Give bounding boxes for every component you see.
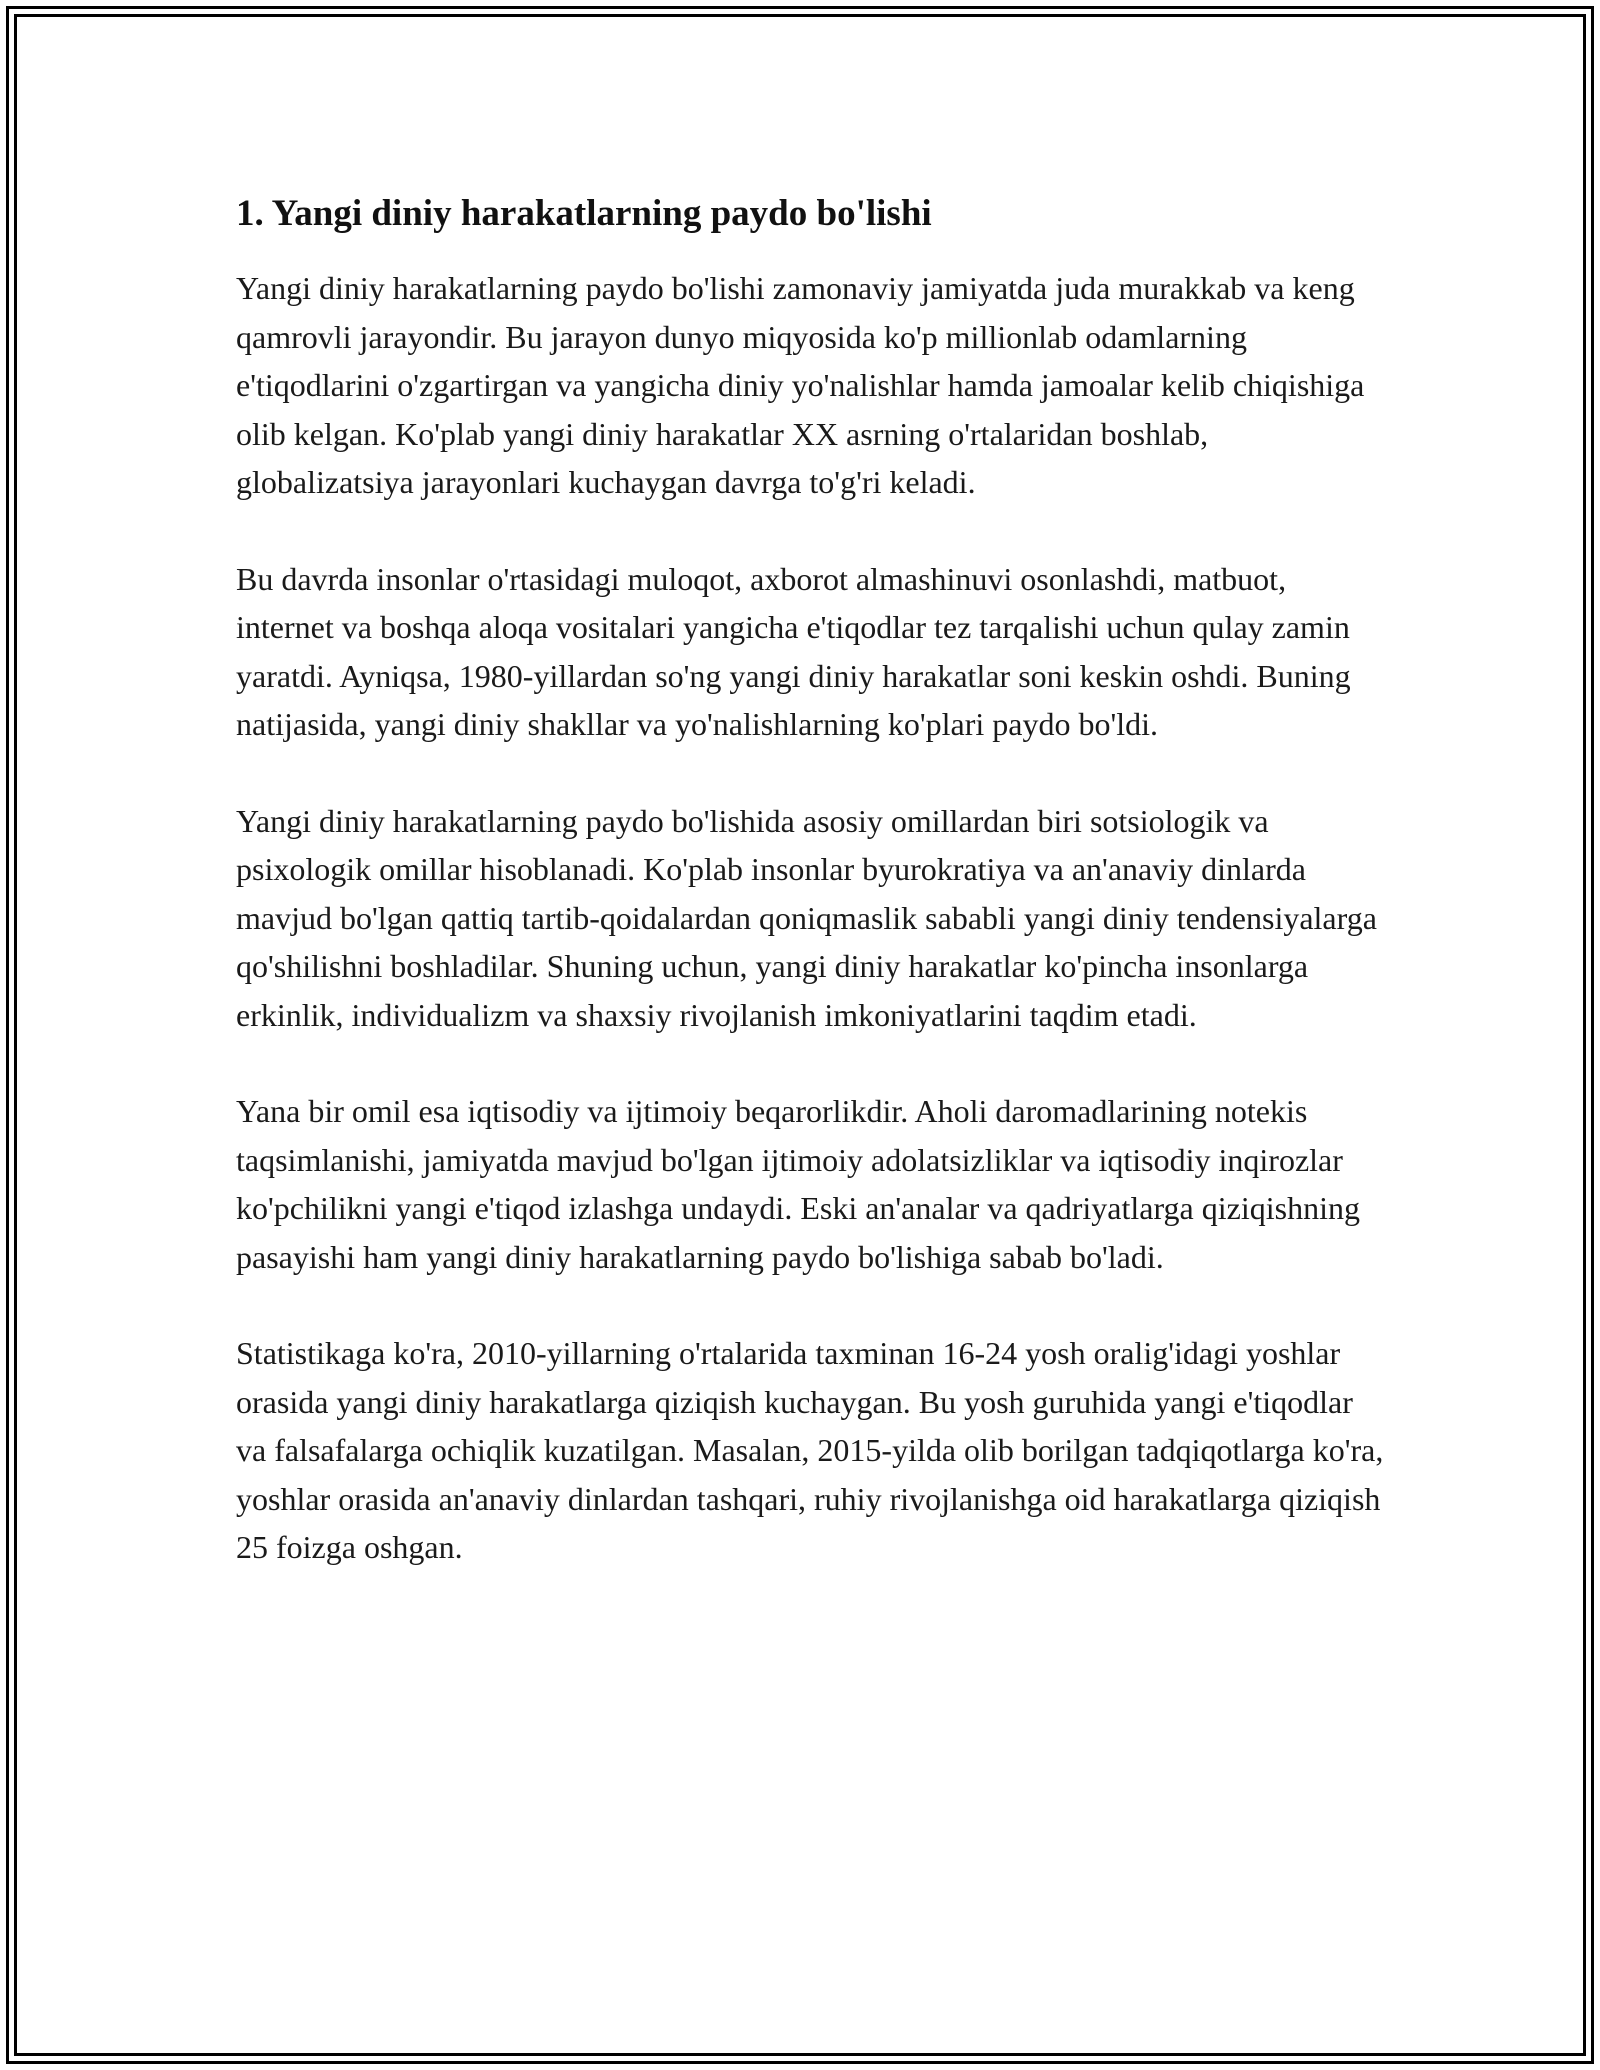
section-heading: 1. Yangi diniy harakatlarning paydo bo'lishi: [236, 193, 932, 234]
paragraph-4: Yana bir omil esa iqtisodiy va ijtimoiy beqarorlikdir. Aholi daromadlarining notekis taqsimlanishi, jamiyatda mavjud bo'lgan ijtimoiy adolatsizliklar va iqtisodiy inqirozlar ko'pchilikni yangi e'tiqod izlashga undaydi. Eski an'analar va qadriyatlarga qiziqishning pasayishi ham yangi diniy harakatlarning paydo bo'lishiga sabab bo'ladi.: [236, 1093, 1360, 1275]
document-body: [236, 186, 1386, 1620]
paragraph-2: Bu davrda insonlar o'rtasidagi muloqot, axborot almashinuvi osonlashdi, matbuot, internet va boshqa aloqa vositalari yangicha e'tiqodlar tez tarqalishi uchun qulay zamin yaratdi. Ayniqsa, 1980-yillardan so'ng yangi diniy harakatlar soni keskin oshdi. Buning natijasida, yangi diniy shakllar va yo'nalishlarning ko'plari paydo bo'ldi.: [236, 560, 1351, 742]
paragraph-5: Statistikaga ko'ra, 2010-yillarning o'rtalarida taxminan 16-24 yosh oralig'idagi yoshlar orasida yangi diniy harakatlarga qiziqish kuchaygan. Bu yosh guruhida yangi e'tiqodlar va falsafalarga ochiqlik kuzatilgan. Masalan, 2015-yilda olib borilgan tadqiqotlarga ko'ra, yoshlar orasida an'anaviy dinlardan tashqari, ruhiy rivojlanishga oid harakatlarga qiziqish 25 foizga oshgan.: [236, 1335, 1384, 1565]
paragraph-3: Yangi diniy harakatlarning paydo bo'lishida asosiy omillardan biri sotsiologik va psixologik omillar hisoblanadi. Ko'plab insonlar byurokratiya va an'anaviy dinlarda mavjud bo'lgan qattiq tartib-qoidalardan qoniqmaslik sababli yangi diniy tendensiyalarga qo'shilishni boshladilar. Shuning uchun, yangi diniy harakatlar ko'pincha insonlarga erkinlik, individualizm va shaxsiy rivojlanish imkoniyatlarini taqdim etadi.: [236, 802, 1377, 1033]
paragraph-1: Yangi diniy harakatlarning paydo bo'lishi zamonaviy jamiyatda juda murakkab va keng qamrovli jarayondir. Bu jarayon dunyo miqyosida ko'p millionlab odamlarning e'tiqodlarini o'zgartirgan va yangicha diniy yo'nalishlar hamda jamoalar kelib chiqishiga olib kelgan. Ko'plab yangi diniy harakatlar XX asrning o'rtalaridan boshlab, globalizatsiya jarayonlari kuchaygan davrga to'g'ri keladi.: [236, 270, 1365, 500]
